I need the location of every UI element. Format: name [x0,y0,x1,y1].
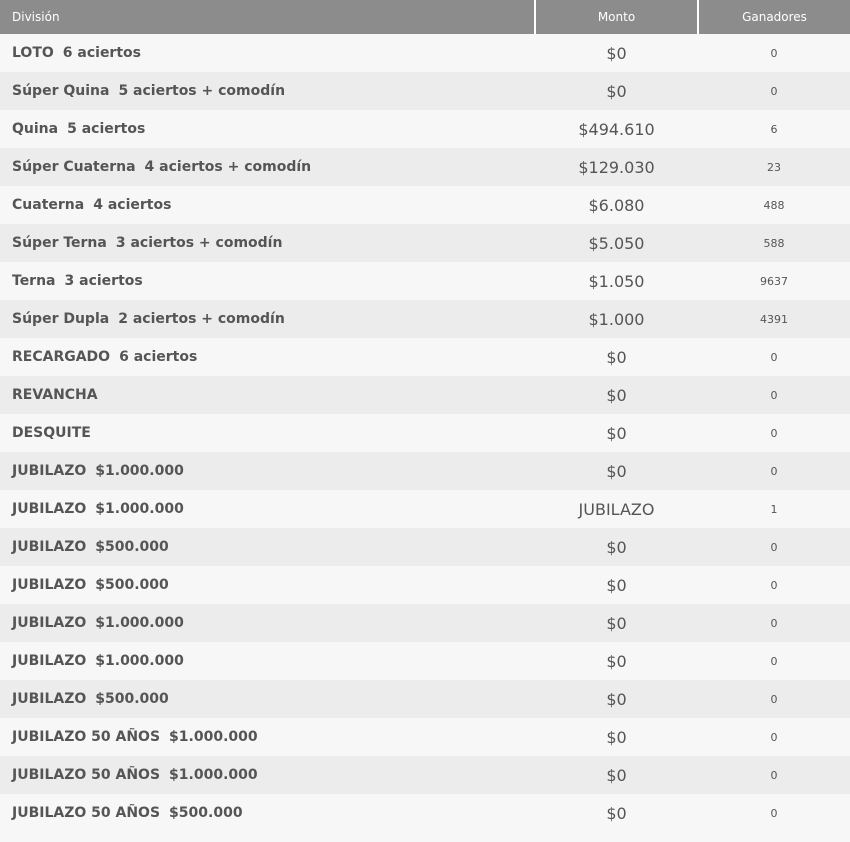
table-row [0,148,850,186]
division-cell [0,680,535,718]
table-row [0,718,850,756]
monto-cell: JUBILAZO [578,499,655,519]
division-cell [0,718,535,756]
division-name: JUBILAZO [12,539,87,555]
division-cell [0,34,535,72]
table-row [0,756,850,794]
table-row [0,262,850,300]
table-row [0,528,850,566]
column-header-monto: Monto [535,0,698,34]
header-row [0,0,850,34]
ganadores-cell: 0 [770,806,778,820]
division-detail: $500.000 [95,539,169,555]
division-detail: 5 aciertos + comodín [118,83,286,99]
division-detail: $1.000.000 [95,615,184,631]
monto-cell: $0 [606,461,627,481]
table-row [0,680,850,718]
division-cell [0,642,535,680]
division-name: JUBILAZO [12,463,87,479]
division-detail: $500.000 [169,805,243,821]
table-row [0,338,850,376]
monto-cell: $0 [606,575,627,595]
division-cell [0,224,535,262]
division-name: Cuaterna [12,197,85,213]
division-detail: 4 aciertos + comodín [144,159,312,175]
division-detail: $1.000.000 [95,653,184,669]
division-name: JUBILAZO [12,653,87,669]
monto-cell: $0 [606,689,627,709]
monto-cell: $129.030 [578,157,655,177]
table-row [0,376,850,414]
division-name: Súper Quina [12,83,110,99]
division-cell [0,72,535,110]
division-cell [0,186,535,224]
table-row [0,490,850,528]
division-name: JUBILAZO [12,577,87,593]
ganadores-cell: 6 [770,122,778,136]
division-cell [0,490,535,528]
division-name: DESQUITE [12,425,91,441]
division-detail: $1.000.000 [95,501,184,517]
division-name: Quina [12,121,59,137]
monto-cell: $0 [606,43,627,63]
division-detail: 4 aciertos [93,197,172,213]
table-row [0,414,850,452]
division-cell [0,452,535,490]
division-cell [0,566,535,604]
division-detail: $1.000.000 [95,463,184,479]
division-detail: $1.000.000 [169,729,258,745]
division-name: JUBILAZO [12,615,87,631]
ganadores-cell: 0 [770,730,778,744]
division-name: JUBILAZO 50 AÑOS [12,805,161,821]
division-detail: 2 aciertos + comodín [118,311,285,327]
division-detail: $1.000.000 [169,767,258,783]
table-header [0,0,850,34]
division-detail: 6 aciertos [62,45,141,61]
division-name: JUBILAZO 50 AÑOS [12,729,161,745]
division-cell [0,148,535,186]
ganadores-cell: 1 [770,502,778,516]
ganadores-cell: 488 [763,198,785,212]
table-row [0,110,850,148]
monto-cell: $494.610 [578,119,655,139]
table-row [0,72,850,110]
division-name: REVANCHA [12,387,98,403]
ganadores-cell: 0 [770,388,778,402]
ganadores-cell: 0 [770,692,778,706]
column-header-ganadores: Ganadores [698,0,850,34]
division-name: JUBILAZO 50 AÑOS [12,767,161,783]
division-detail: 6 aciertos [119,349,198,365]
ganadores-cell: 0 [770,654,778,668]
division-cell [0,604,535,642]
monto-cell: $0 [606,613,627,633]
ganadores-cell: 23 [767,160,781,174]
division-cell [0,794,535,832]
division-detail: 3 aciertos [64,273,143,289]
division-detail: 3 aciertos + comodín [115,235,283,251]
division-cell [0,756,535,794]
monto-cell: $0 [606,651,627,671]
monto-cell: $0 [606,347,627,367]
monto-cell: $0 [606,423,627,443]
division-cell [0,528,535,566]
ganadores-cell: 588 [763,236,785,250]
table-row [0,566,850,604]
table-body [0,34,850,832]
division-name: Súper Cuaterna [12,159,136,175]
division-name: JUBILAZO [12,501,87,517]
ganadores-cell: 4391 [760,312,788,326]
monto-cell: $5.050 [588,233,645,253]
ganadores-cell: 0 [770,578,778,592]
table-row [0,452,850,490]
ganadores-cell: 0 [770,540,778,554]
ganadores-cell: 0 [770,768,778,782]
ganadores-cell: 0 [770,616,778,630]
monto-cell: $0 [606,537,627,557]
ganadores-cell: 0 [770,426,778,440]
ganadores-cell: 0 [770,464,778,478]
monto-cell: $0 [606,81,627,101]
table-row [0,642,850,680]
monto-cell: $1.050 [588,271,645,291]
division-detail: $500.000 [95,691,169,707]
division-detail: 5 aciertos [67,121,146,137]
monto-cell: $0 [606,803,627,823]
monto-cell: $6.080 [588,195,645,215]
table-row [0,34,850,72]
table-row [0,300,850,338]
table-row [0,186,850,224]
ganadores-cell: 0 [770,84,778,98]
table-row [0,794,850,832]
ganadores-cell: 0 [770,350,778,364]
division-cell [0,262,535,300]
division-name: Súper Dupla [12,311,110,327]
table-row [0,604,850,642]
division-name: Súper Terna [12,235,107,251]
division-cell [0,376,535,414]
division-detail: $500.000 [95,577,169,593]
monto-cell: $1.000 [588,309,645,329]
monto-cell: $0 [606,727,627,747]
division-name: RECARGADO [12,349,111,365]
monto-cell: $0 [606,385,627,405]
division-cell [0,110,535,148]
monto-cell: $0 [606,765,627,785]
ganadores-cell: 9637 [760,274,788,288]
division-name: Terna [12,273,56,289]
table-row [0,224,850,262]
division-cell [0,338,535,376]
division-name: JUBILAZO [12,691,87,707]
division-name: LOTO [12,45,54,61]
division-cell [0,414,535,452]
column-header-division: División [0,0,535,34]
ganadores-cell: 0 [770,46,778,60]
division-cell [0,300,535,338]
